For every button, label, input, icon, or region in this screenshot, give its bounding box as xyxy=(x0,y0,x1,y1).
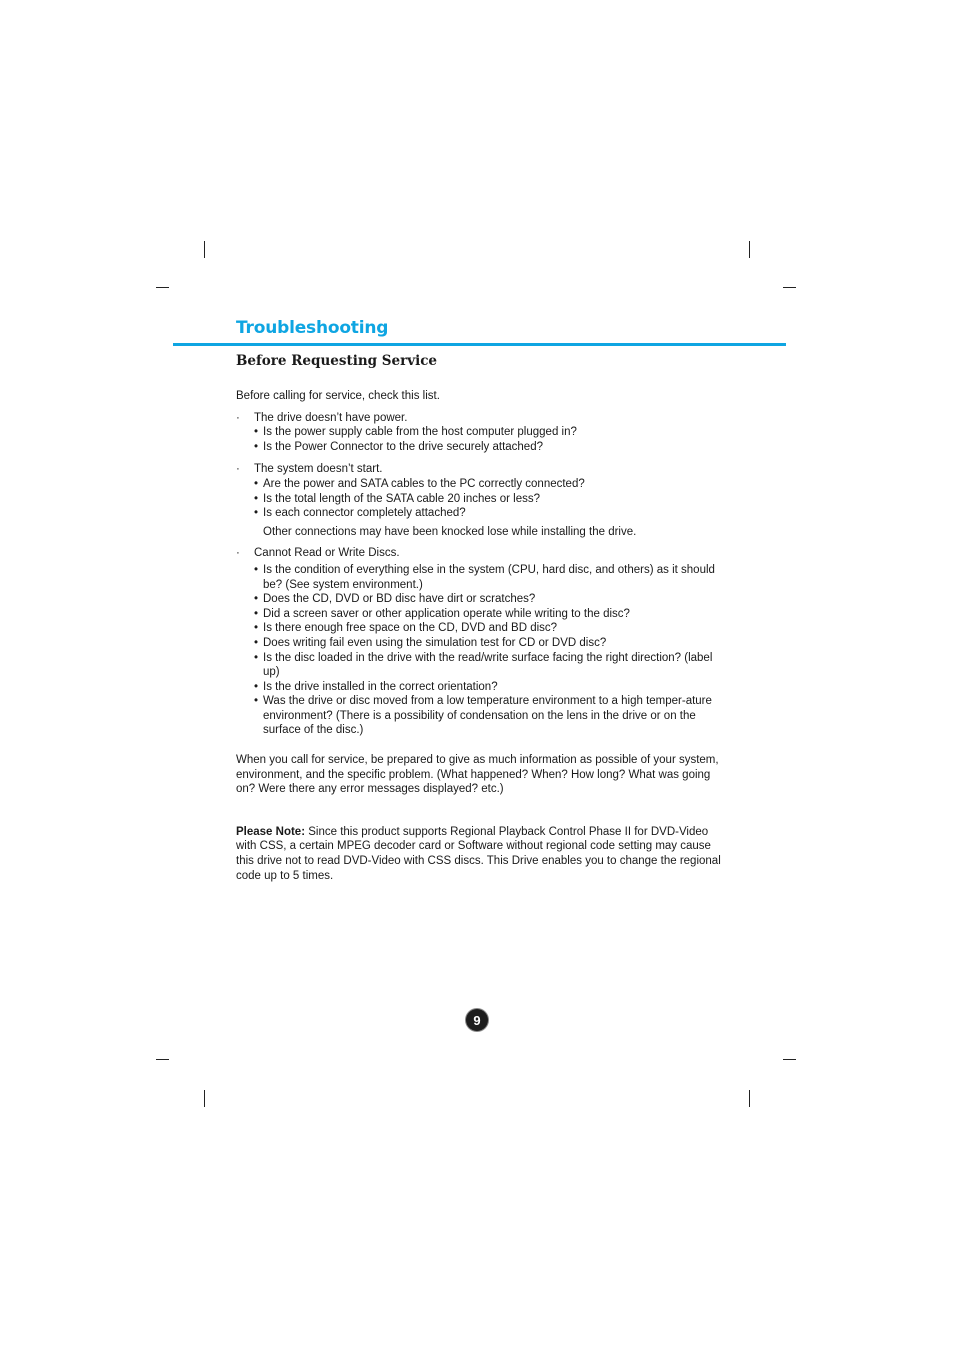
sub-bullet: • xyxy=(254,563,259,576)
list-item xyxy=(236,607,721,622)
list-item-text: Are the power and SATA cables to the PC correctly connected? xyxy=(263,477,585,490)
list-item-text: Does the CD, DVD or BD disc have dirt or scratches? xyxy=(263,593,536,606)
bullet: · xyxy=(236,411,240,424)
intro-text: Before calling for service, check this list. xyxy=(236,390,440,402)
list-item-text: Is each connector completely attached? xyxy=(263,507,466,520)
group-heading-text: The drive doesn’t have power. xyxy=(254,411,408,424)
sub-bullet: • xyxy=(254,622,259,635)
crop-mark-top-left-horizontal xyxy=(156,287,169,288)
sub-bullet: • xyxy=(254,651,259,664)
list-item-text: Is the Power Connector to the drive securely attached? xyxy=(263,440,543,453)
group-note: Other connections may have been knocked lose while installing the drive. xyxy=(263,525,637,538)
list-item xyxy=(236,492,721,507)
list-item-text: Is there enough free space on the CD, DVD and BD disc? xyxy=(263,622,558,635)
please-note-text: Since this product supports Regional Playback Control Phase II for DVD-Video with CSS, a certain MPEG decoder card or Software without regional code setting may cause this drive not to read DVD-Video with CSS discs. This Drive enables you to change the regional code up to 5 times. xyxy=(236,825,721,882)
bullet: · xyxy=(236,463,240,476)
list-item xyxy=(236,425,721,440)
group-heading-text: The system doesn’t start. xyxy=(254,463,383,476)
list-item-text: Is the disc loaded in the drive with the read/write surface facing the right direction? (label up) xyxy=(263,651,713,679)
crop-mark-bottom-left-vertical xyxy=(204,1090,205,1107)
content-body xyxy=(236,389,721,883)
crop-mark-bottom-right-horizontal xyxy=(783,1059,796,1060)
list-item xyxy=(236,621,721,636)
list-item-text: Does writing fail even using the simulation test for CD or DVD disc? xyxy=(263,636,607,649)
checklist xyxy=(236,477,721,521)
list-item-text: Was the drive or disc moved from a low temperature environment to a high temper-ature environment? (There is a possibility of condensation on the lens in the drive or on the surface of the disc.) xyxy=(263,695,712,737)
sub-bullet: • xyxy=(254,695,259,708)
sub-bullet: • xyxy=(254,477,259,490)
group-heading xyxy=(236,411,721,426)
list-item-text: Is the total length of the SATA cable 20 inches or less? xyxy=(263,492,541,505)
list-item xyxy=(236,506,721,521)
checklist xyxy=(236,425,721,454)
crop-mark-bottom-right-vertical xyxy=(749,1090,750,1107)
sub-bullet: • xyxy=(254,426,259,439)
list-item xyxy=(236,477,721,492)
sub-bullet: • xyxy=(254,593,259,606)
sub-bullet: • xyxy=(254,492,259,505)
list-item xyxy=(236,592,721,607)
list-item-text: Did a screen saver or other application operate while writing to the disc? xyxy=(263,607,630,620)
crop-mark-top-right-vertical xyxy=(749,241,750,258)
sub-bullet: • xyxy=(254,440,259,453)
checklist xyxy=(236,563,721,738)
crop-mark-bottom-left-horizontal xyxy=(156,1059,169,1060)
crop-mark-top-left-vertical xyxy=(204,241,205,258)
closing-paragraph: When you call for service, be prepared to give as much information as possible of your system, environment, and the specific problem. (What happened? When? How long? What was going on? Were there any error messages displayed? etc.) xyxy=(236,754,719,796)
page-number-badge: 9 xyxy=(466,1009,488,1031)
please-note-label: Please Note: xyxy=(236,825,306,838)
title-rule xyxy=(173,343,786,346)
group-heading xyxy=(236,546,721,561)
sub-bullet: • xyxy=(254,607,259,620)
checklist-group-start xyxy=(236,462,721,539)
section-subtitle: Before Requesting Service xyxy=(236,353,438,369)
list-item-text: Is the condition of everything else in the system (CPU, hard disc, and others) as it should be? (See system environment.) xyxy=(263,563,715,591)
group-heading-text: Cannot Read or Write Discs. xyxy=(254,547,400,560)
list-item xyxy=(236,440,721,455)
list-item-text: Is the drive installed in the correct orientation? xyxy=(263,680,498,693)
list-item xyxy=(236,694,721,738)
list-item xyxy=(236,651,721,680)
list-item xyxy=(236,636,721,651)
list-item xyxy=(236,563,721,592)
group-heading xyxy=(236,462,721,477)
list-item xyxy=(236,680,721,695)
sub-bullet: • xyxy=(254,636,259,649)
checklist-group-power xyxy=(236,411,721,455)
sub-bullet: • xyxy=(254,680,259,693)
list-item-text: Is the power supply cable from the host computer plugged in? xyxy=(263,426,577,439)
sub-bullet: • xyxy=(254,507,259,520)
page-title: Troubleshooting xyxy=(236,318,389,338)
checklist-group-read-write xyxy=(236,546,721,738)
crop-mark-top-right-horizontal xyxy=(783,287,796,288)
bullet: · xyxy=(236,547,240,560)
please-note-paragraph xyxy=(236,825,721,883)
